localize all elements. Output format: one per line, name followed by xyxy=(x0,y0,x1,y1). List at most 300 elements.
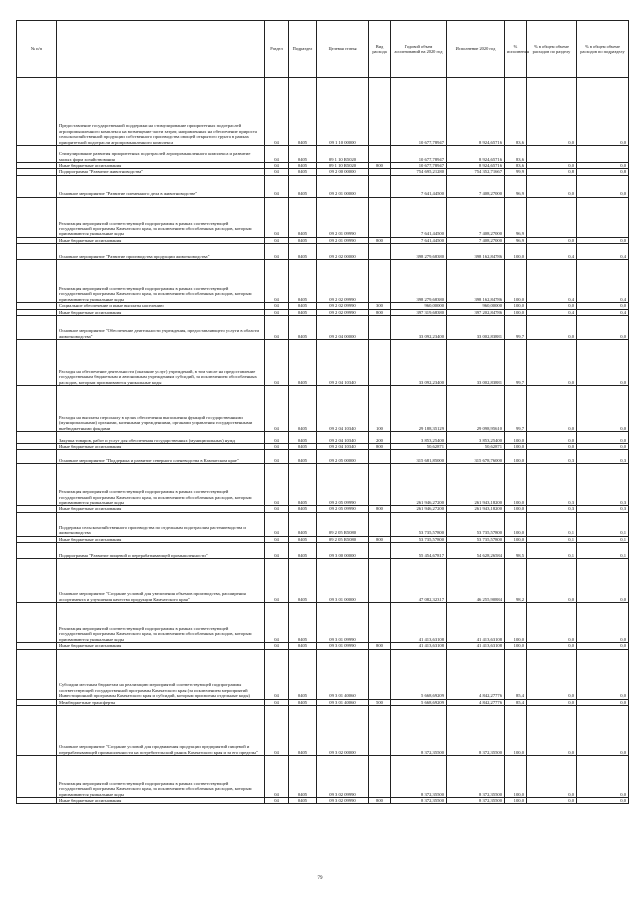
name-cell: Предоставление государственной поддержки на стимулирование приоритетных подотраслей агропромышленного комплекса на возмещение части затрат, направленных на обеспечение прироста сельскохозяйственной продукции собственного производства овощей открытого грунта в рамках приоритетной подотрасли агропромышленного комплекса xyxy=(57,78,265,146)
share-expenses-cell: 0,0 xyxy=(527,699,577,705)
percent-cell: 96,9 xyxy=(505,197,527,237)
article-cell: 09 3 01 40060 xyxy=(317,649,369,699)
approved-cell: 33 092,23400 xyxy=(391,316,447,340)
name-cell: Расходы на выплаты персоналу в целях обеспечения выполнения функций государственными (муниципальными) органами, казенными учреждениями, органами управления государственными внебюджетными фондами xyxy=(57,386,265,432)
share-section-cell: 0,1 xyxy=(577,536,629,542)
section-cell: 04 xyxy=(265,386,289,432)
share-section-cell: 0,0 xyxy=(577,78,629,146)
executed-cell: 398 162,84786 xyxy=(447,260,505,303)
num-cell xyxy=(17,78,57,146)
executed-cell: 53 735,57800 xyxy=(447,536,505,542)
table-row xyxy=(17,386,629,432)
expense-type-cell xyxy=(369,244,391,260)
subsection-cell: 0405 xyxy=(289,175,317,197)
approved-cell: 5 668,69209 xyxy=(391,699,447,705)
header-subsection: Подраздел xyxy=(289,21,317,78)
share-section-cell: 0,3 xyxy=(577,464,629,506)
subsection-cell: 0405 xyxy=(289,340,317,386)
budget-execution-table xyxy=(16,20,629,804)
article-cell: 09 2 02 09990 xyxy=(317,260,369,303)
num-cell xyxy=(17,543,57,559)
approved-cell: 41 413,63108 xyxy=(391,643,447,649)
approved-cell: 7 641,44500 xyxy=(391,175,447,197)
percent-cell: 85,4 xyxy=(505,699,527,705)
approved-cell: 8 372,35500 xyxy=(391,756,447,798)
article-cell: 09 2 01 09990 xyxy=(317,237,369,243)
approved-cell: 10 677,78947 xyxy=(391,163,447,169)
approved-cell: 3 853,25400 xyxy=(391,432,447,444)
share-expenses-cell: 0,0 xyxy=(527,444,577,450)
name-cell: Основное мероприятие "Поддержка и развитие северного оленеводства в Камчатском крае" xyxy=(57,450,265,464)
num-cell xyxy=(17,756,57,798)
subsection-cell: 0405 xyxy=(289,432,317,444)
percent-cell: 100,0 xyxy=(505,643,527,649)
section-cell: 04 xyxy=(265,444,289,450)
share-section-cell: 0,0 xyxy=(577,163,629,169)
share-expenses-cell: 0,4 xyxy=(527,260,577,303)
share-section-cell: 0,0 xyxy=(577,603,629,643)
section-cell: 04 xyxy=(265,146,289,163)
header-executed: Исполнение 2020 год xyxy=(447,21,505,78)
executed-cell: 50,62871 xyxy=(447,444,505,450)
expense-type-cell xyxy=(369,512,391,536)
share-expenses-cell: 0,0 xyxy=(527,78,577,146)
expense-type-cell: 800 xyxy=(369,309,391,315)
section-cell: 04 xyxy=(265,244,289,260)
subsection-cell: 0405 xyxy=(289,464,317,506)
share-section-cell: 0,4 xyxy=(577,309,629,315)
executed-cell: 261 943,18200 xyxy=(447,506,505,512)
executed-cell: 8 372,35500 xyxy=(447,756,505,798)
approved-cell: 8 372,35500 xyxy=(391,798,447,804)
header-expense-type: Вид расхода xyxy=(369,21,391,78)
share-section-cell: 0,0 xyxy=(577,386,629,432)
expense-type-cell xyxy=(369,450,391,464)
subsection-cell: 0405 xyxy=(289,303,317,309)
approved-cell: 398 279,68380 xyxy=(391,244,447,260)
approved-cell: 10 677,78947 xyxy=(391,146,447,163)
section-cell: 04 xyxy=(265,197,289,237)
article-cell: 09 2 05 09990 xyxy=(317,464,369,506)
percent-cell: 96,9 xyxy=(505,237,527,243)
name-cell: Расходы на обеспечение деятельности (оказание услуг) учреждений, в том числе на предоставление государственным бюджетным и автономным учреждениям субсидий, за исключением обособленных расходов, которым присваиваются уникальные коды xyxy=(57,340,265,386)
executed-cell: 397 202,84786 xyxy=(447,309,505,315)
share-expenses-cell: 0,0 xyxy=(527,340,577,386)
expense-type-cell: 800 xyxy=(369,643,391,649)
section-cell: 04 xyxy=(265,163,289,169)
name-cell: Реализация мероприятий соответствующей подпрограммы в рамках соответствующей государственной программы Камчатского края, за исключением обособленных расходов, которым присваиваются уникальные коды xyxy=(57,260,265,303)
executed-cell: 8 924,65716 xyxy=(447,146,505,163)
share-expenses-cell: 0,0 xyxy=(527,559,577,603)
table-row xyxy=(17,706,629,756)
subsection-cell: 0405 xyxy=(289,649,317,699)
share-expenses-cell: 0,0 xyxy=(527,303,577,309)
section-cell: 04 xyxy=(265,559,289,603)
section-cell: 04 xyxy=(265,78,289,146)
percent-cell: 100,0 xyxy=(505,798,527,804)
table-row xyxy=(17,543,629,559)
section-cell: 04 xyxy=(265,464,289,506)
percent-cell: 100,0 xyxy=(505,309,527,315)
subsection-cell: 0405 xyxy=(289,603,317,643)
executed-cell: 41 413,63108 xyxy=(447,603,505,643)
expense-type-cell xyxy=(369,197,391,237)
section-cell: 04 xyxy=(265,450,289,464)
share-section-cell: 0,0 xyxy=(577,432,629,444)
section-cell: 04 xyxy=(265,169,289,175)
approved-cell: 7 641,44500 xyxy=(391,237,447,243)
article-cell: 09 2 04 10340 xyxy=(317,444,369,450)
name-cell: Реализация мероприятий соответствующей подпрограммы в рамках соответствующей государственной программы Камчатского края, за исключением обособленных расходов, которым присваиваются уникальные коды xyxy=(57,603,265,643)
header-name xyxy=(57,21,265,78)
table-row xyxy=(17,464,629,506)
header-share-section: % в общем объеме расходов по подразделу xyxy=(577,21,629,78)
expense-type-cell xyxy=(369,175,391,197)
percent-cell: 99,7 xyxy=(505,386,527,432)
share-expenses-cell: 0,0 xyxy=(527,237,577,243)
percent-cell: 83,6 xyxy=(505,78,527,146)
section-cell: 04 xyxy=(265,432,289,444)
approved-cell: 55 454,67817 xyxy=(391,543,447,559)
expense-type-cell: 200 xyxy=(369,432,391,444)
article-cell: 09 1 10 R5020 xyxy=(317,163,369,169)
share-expenses-cell: 0,0 xyxy=(527,756,577,798)
percent-cell: 96,9 xyxy=(505,175,527,197)
share-section-cell: 0,0 xyxy=(577,643,629,649)
executed-cell: 7 408,27000 xyxy=(447,197,505,237)
header-article: Целевая статья xyxy=(317,21,369,78)
table-row xyxy=(17,432,629,444)
subsection-cell: 0405 xyxy=(289,316,317,340)
name-cell: Иные бюджетные ассигнования xyxy=(57,643,265,649)
expense-type-cell: 300 xyxy=(369,303,391,309)
executed-cell: 261 943,18200 xyxy=(447,464,505,506)
percent-cell: 98,5 xyxy=(505,543,527,559)
num-cell xyxy=(17,244,57,260)
page-number: 79 xyxy=(317,876,323,881)
table-row xyxy=(17,649,629,699)
executed-cell: 41 413,63108 xyxy=(447,643,505,649)
section-cell: 04 xyxy=(265,706,289,756)
table-row xyxy=(17,756,629,798)
executed-cell: 53 735,57800 xyxy=(447,512,505,536)
name-cell: Межбюджетные трансферты xyxy=(57,699,265,705)
article-cell: 09 2 05 R5080 xyxy=(317,536,369,542)
approved-cell: 10 677,78947 xyxy=(391,78,447,146)
header-share-expenses: % в общем объеме расходов по разделу xyxy=(527,21,577,78)
share-expenses-cell: 0,1 xyxy=(527,512,577,536)
name-cell: Иные бюджетные ассигнования xyxy=(57,309,265,315)
num-cell xyxy=(17,432,57,444)
article-cell: 09 2 01 00000 xyxy=(317,175,369,197)
share-expenses-cell: 0,0 xyxy=(527,163,577,169)
approved-cell: 53 735,57800 xyxy=(391,512,447,536)
table-row xyxy=(17,603,629,643)
article-cell: 09 2 05 R5080 xyxy=(317,512,369,536)
expense-type-cell: 800 xyxy=(369,798,391,804)
percent-cell: 83,6 xyxy=(505,146,527,163)
subsection-cell: 0405 xyxy=(289,450,317,464)
num-cell xyxy=(17,146,57,163)
approved-cell: 261 946,27200 xyxy=(391,506,447,512)
expense-type-cell: 800 xyxy=(369,444,391,450)
section-cell: 04 xyxy=(265,536,289,542)
section-cell: 04 xyxy=(265,756,289,798)
name-cell: Реализация мероприятий соответствующей подпрограммы в рамках соответствующей государственной программы Камчатского края, за исключением обособленных расходов, которым присваиваются уникальные коды xyxy=(57,756,265,798)
share-section-cell: 0,4 xyxy=(577,260,629,303)
article-cell: 09 3 02 09990 xyxy=(317,798,369,804)
name-cell: Подпрограмма "Развитие пищевой и перерабатывающей промышленности" xyxy=(57,543,265,559)
expense-type-cell xyxy=(369,756,391,798)
executed-cell: 754 352,71667 xyxy=(447,169,505,175)
article-cell: 09 2 02 09990 xyxy=(317,303,369,309)
expense-type-cell xyxy=(369,603,391,643)
table-row xyxy=(17,512,629,536)
executed-cell: 8 924,65716 xyxy=(447,78,505,146)
document-page xyxy=(16,20,628,804)
share-section-cell: 0,8 xyxy=(577,169,629,175)
name-cell: Основное мероприятие "Развитие производства продукции животноводства" xyxy=(57,244,265,260)
subsection-cell: 0405 xyxy=(289,536,317,542)
executed-cell: 33 002,83881 xyxy=(447,316,505,340)
share-section-cell: 0,1 xyxy=(577,512,629,536)
share-section-cell xyxy=(577,197,629,237)
num-cell xyxy=(17,175,57,197)
percent-cell: 100,0 xyxy=(505,444,527,450)
executed-cell: 8 924,65716 xyxy=(447,163,505,169)
percent-cell: 100,0 xyxy=(505,706,527,756)
header-num: № п/п xyxy=(17,21,57,78)
share-expenses-cell: 0,3 xyxy=(527,464,577,506)
section-cell: 04 xyxy=(265,512,289,536)
percent-cell: 100,0 xyxy=(505,303,527,309)
expense-type-cell xyxy=(369,316,391,340)
article-cell: 09 3 01 09990 xyxy=(317,643,369,649)
approved-cell: 53 735,57800 xyxy=(391,536,447,542)
article-cell: 09 3 01 00000 xyxy=(317,559,369,603)
executed-cell: 8 372,35500 xyxy=(447,706,505,756)
share-expenses-cell: 0,4 xyxy=(527,309,577,315)
table-row xyxy=(17,260,629,303)
approved-cell: 41 413,63108 xyxy=(391,603,447,643)
table-header-row xyxy=(17,21,629,78)
share-expenses-cell: 0,1 xyxy=(527,543,577,559)
share-section-cell: 0,4 xyxy=(577,244,629,260)
subsection-cell: 0405 xyxy=(289,309,317,315)
executed-cell: 4 842,27776 xyxy=(447,649,505,699)
share-section-cell: 0,0 xyxy=(577,444,629,450)
table-row xyxy=(17,450,629,464)
name-cell: Иные бюджетные ассигнования xyxy=(57,536,265,542)
subsection-cell: 0405 xyxy=(289,706,317,756)
section-cell: 04 xyxy=(265,506,289,512)
subsection-cell: 0405 xyxy=(289,756,317,798)
num-cell xyxy=(17,798,57,804)
approved-cell: 8 372,35500 xyxy=(391,706,447,756)
table-row xyxy=(17,340,629,386)
expense-type-cell: 800 xyxy=(369,237,391,243)
expense-type-cell xyxy=(369,340,391,386)
expense-type-cell xyxy=(369,146,391,163)
name-cell: Основное мероприятие "Развитие племенного дела в животноводстве" xyxy=(57,175,265,197)
executed-cell: 7 408,27000 xyxy=(447,237,505,243)
share-expenses-cell: 0,0 xyxy=(527,386,577,432)
share-section-cell: 0,0 xyxy=(577,316,629,340)
num-cell xyxy=(17,260,57,303)
name-cell: Поддержка сельскохозяйственного производства по отдельным подотраслям растениеводства и животноводства xyxy=(57,512,265,536)
expense-type-cell xyxy=(369,260,391,303)
num-cell xyxy=(17,450,57,464)
subsection-cell: 0405 xyxy=(289,543,317,559)
subsection-cell: 0405 xyxy=(289,386,317,432)
approved-cell: 397 319,68380 xyxy=(391,309,447,315)
num-cell xyxy=(17,316,57,340)
percent-cell: 99,9 xyxy=(505,169,527,175)
approved-cell: 960,00000 xyxy=(391,303,447,309)
percent-cell: 85,4 xyxy=(505,649,527,699)
share-expenses-cell: 0,3 xyxy=(527,506,577,512)
share-section-cell: 0,0 xyxy=(577,559,629,603)
section-cell: 04 xyxy=(265,175,289,197)
name-cell: Иные бюджетные ассигнования xyxy=(57,444,265,450)
subsection-cell: 0405 xyxy=(289,169,317,175)
article-cell: 09 3 02 00000 xyxy=(317,706,369,756)
expense-type-cell: 500 xyxy=(369,699,391,705)
article-cell: 09 2 05 09990 xyxy=(317,506,369,512)
approved-cell: 47 082,32317 xyxy=(391,559,447,603)
name-cell: Основное мероприятие "Создание условий для увеличения объемов производства, расширения ассортимента и улучшения качества продукции Камчатского края" xyxy=(57,559,265,603)
header-percent: % исполнения xyxy=(505,21,527,78)
name-cell: Реализация мероприятий соответствующей подпрограммы в рамках соответствующей государственной программы Камчатского края, за исключением обособленных расходов, которым присваиваются уникальные коды xyxy=(57,464,265,506)
share-section-cell: 0,0 xyxy=(577,340,629,386)
num-cell xyxy=(17,197,57,237)
approved-cell: 5 668,69209 xyxy=(391,649,447,699)
section-cell: 04 xyxy=(265,309,289,315)
share-section-cell: 0,0 xyxy=(577,756,629,798)
article-cell: 09 2 02 00000 xyxy=(317,244,369,260)
num-cell xyxy=(17,706,57,756)
share-expenses-cell: 0,0 xyxy=(527,175,577,197)
header-approved: Годовой объем ассигнований на 2020 год xyxy=(391,21,447,78)
table-body xyxy=(17,78,629,804)
executed-cell: 398 162,84786 xyxy=(447,244,505,260)
name-cell: Основное мероприятие "Создание условий для продвижения продукции предприятий пищевой и перерабатывающей промышленности на потребительский рынок Камчатского края и за его пределы" xyxy=(57,706,265,756)
share-section-cell: 0,3 xyxy=(577,450,629,464)
expense-type-cell xyxy=(369,649,391,699)
section-cell: 04 xyxy=(265,603,289,643)
name-cell: Иные бюджетные ассигнования xyxy=(57,798,265,804)
share-expenses-cell: 0,0 xyxy=(527,316,577,340)
article-cell: 09 1 10 R5020 xyxy=(317,146,369,163)
share-section-cell: 0,3 xyxy=(577,506,629,512)
section-cell: 04 xyxy=(265,643,289,649)
executed-cell: 46 255,90884 xyxy=(447,559,505,603)
executed-cell: 29 098,95610 xyxy=(447,386,505,432)
share-expenses-cell: 0,0 xyxy=(527,649,577,699)
approved-cell: 50,62871 xyxy=(391,444,447,450)
subsection-cell: 0405 xyxy=(289,798,317,804)
executed-cell: 33 002,83881 xyxy=(447,340,505,386)
percent-cell: 98,2 xyxy=(505,559,527,603)
executed-cell: 54 628,26584 xyxy=(447,543,505,559)
share-section-cell: 0,0 xyxy=(577,175,629,197)
num-cell xyxy=(17,649,57,699)
share-section-cell xyxy=(577,146,629,163)
percent-cell: 100,0 xyxy=(505,536,527,542)
share-expenses-cell: 0,3 xyxy=(527,450,577,464)
expense-type-cell xyxy=(369,706,391,756)
table-row xyxy=(17,197,629,237)
approved-cell: 261 946,27200 xyxy=(391,464,447,506)
article-cell: 09 3 01 09990 xyxy=(317,603,369,643)
share-expenses-cell: 0,0 xyxy=(527,432,577,444)
share-section-cell: 0,0 xyxy=(577,237,629,243)
subsection-cell: 0405 xyxy=(289,244,317,260)
percent-cell: 99,7 xyxy=(505,340,527,386)
table-row xyxy=(17,316,629,340)
subsection-cell: 0405 xyxy=(289,444,317,450)
share-expenses-cell: 0,0 xyxy=(527,603,577,643)
num-cell xyxy=(17,464,57,506)
name-cell: Подпрограмма "Развитие животноводства" xyxy=(57,169,265,175)
subsection-cell: 0405 xyxy=(289,260,317,303)
approved-cell: 33 092,23400 xyxy=(391,340,447,386)
table-row xyxy=(17,78,629,146)
approved-cell: 29 188,35129 xyxy=(391,386,447,432)
table-row xyxy=(17,559,629,603)
expense-type-cell xyxy=(369,464,391,506)
subsection-cell: 0405 xyxy=(289,146,317,163)
executed-cell: 8 372,35500 xyxy=(447,798,505,804)
section-cell: 04 xyxy=(265,237,289,243)
table-row xyxy=(17,798,629,804)
percent-cell: 100,0 xyxy=(505,260,527,303)
share-section-cell: 0,0 xyxy=(577,303,629,309)
share-expenses-cell: 0,0 xyxy=(527,706,577,756)
share-expenses-cell xyxy=(527,197,577,237)
section-cell: 04 xyxy=(265,649,289,699)
share-section-cell: 0,0 xyxy=(577,699,629,705)
subsection-cell: 0405 xyxy=(289,237,317,243)
section-cell: 04 xyxy=(265,260,289,303)
percent-cell: 100,0 xyxy=(505,464,527,506)
table-row xyxy=(17,175,629,197)
article-cell: 09 3 02 09990 xyxy=(317,756,369,798)
section-cell: 04 xyxy=(265,699,289,705)
approved-cell: 398 279,68380 xyxy=(391,260,447,303)
percent-cell: 100,0 xyxy=(505,506,527,512)
expense-type-cell xyxy=(369,543,391,559)
executed-cell: 7 408,27000 xyxy=(447,175,505,197)
section-cell: 04 xyxy=(265,798,289,804)
article-cell: 09 2 05 00000 xyxy=(317,450,369,464)
expense-type-cell: 800 xyxy=(369,163,391,169)
executed-cell: 3 853,25400 xyxy=(447,432,505,444)
subsection-cell: 0405 xyxy=(289,163,317,169)
subsection-cell: 0405 xyxy=(289,197,317,237)
name-cell: Закупка товаров, работ и услуг для обеспечения государственных (муниципальных) нужд xyxy=(57,432,265,444)
share-section-cell: 0,0 xyxy=(577,798,629,804)
name-cell: Иные бюджетные ассигнования xyxy=(57,506,265,512)
expense-type-cell: 100 xyxy=(369,386,391,432)
header-section: Раздел xyxy=(265,21,289,78)
percent-cell: 100,0 xyxy=(505,432,527,444)
share-section-cell: 0,1 xyxy=(577,543,629,559)
name-cell: Иные бюджетные ассигнования xyxy=(57,163,265,169)
article-cell: 09 2 02 09990 xyxy=(317,309,369,315)
share-section-cell: 0,0 xyxy=(577,649,629,699)
article-cell: 09 2 04 10340 xyxy=(317,340,369,386)
